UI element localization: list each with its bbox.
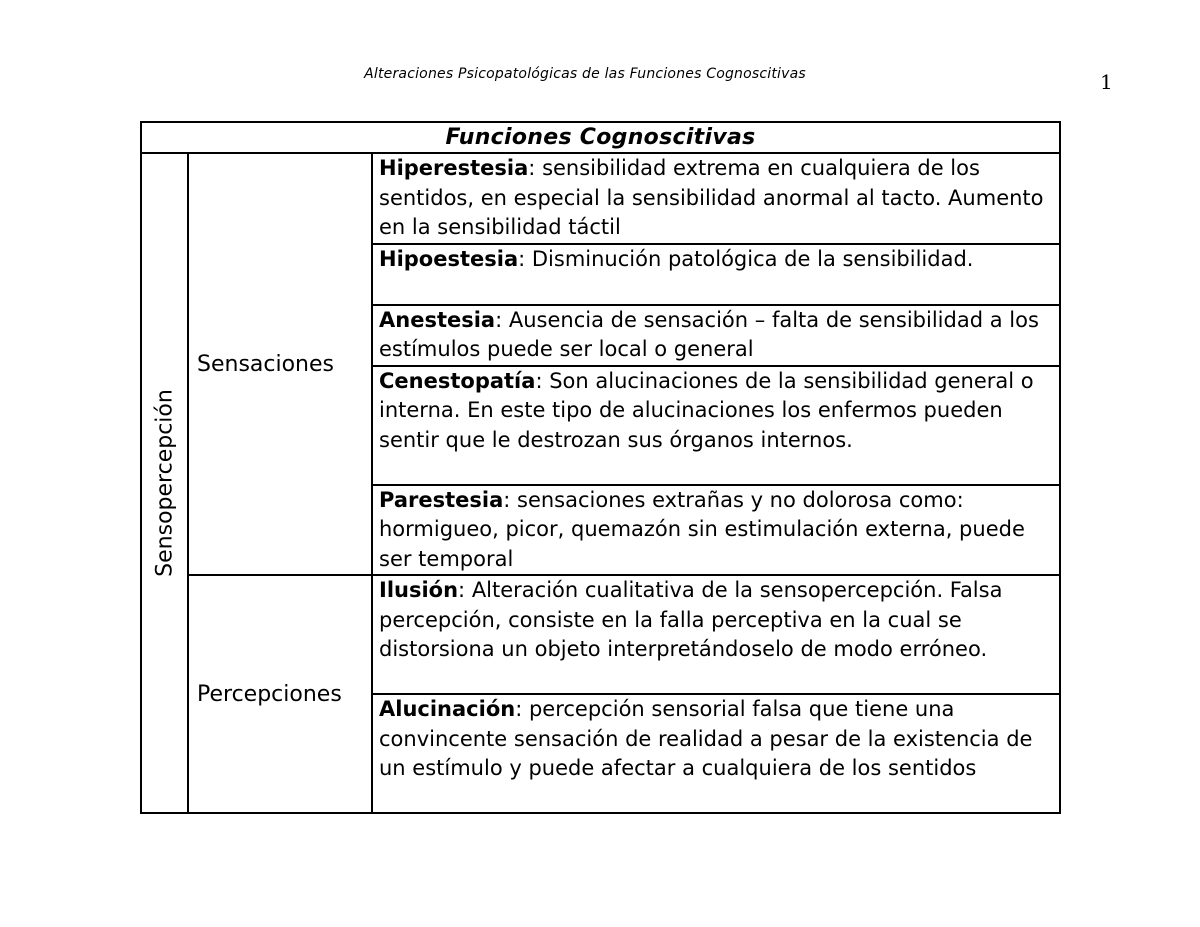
entry-definition: percepción sensorial falsa que tiene una convincente sensación de realidad a pesar de la existencia de un estímulo y puede afectar a cualquiera de los sentidos (379, 697, 1033, 780)
page-header-title: Alteraciones Psicopatológicas de las Funciones Cognoscitivas (364, 66, 806, 82)
entry-cell (372, 485, 1060, 576)
group-label-percepciones: Percepciones (188, 575, 372, 813)
entry-separator: : (503, 487, 518, 512)
entry-cell (372, 244, 1060, 305)
entry-separator: : (535, 368, 550, 393)
entry-definition: Ausencia de sensación – falta de sensibilidad a los estímulos puede ser local o general (379, 307, 1039, 361)
page-number: 1 (1100, 70, 1113, 94)
entry-definition: sensaciones extrañas y no dolorosa como: hormigueo, picor, quemazón sin estimulación externa, puede ser temporal (379, 487, 1025, 571)
table-title: Funciones Cognoscitivas (141, 122, 1060, 153)
entry-cell (372, 305, 1060, 366)
entry-definition: Alteración cualitativa de la sensopercepción. Falsa percepción, consiste en la falla perceptiva en la cual se distorsiona un objeto interpretándoselo de modo erróneo. (379, 578, 1003, 661)
entry-separator: : (458, 578, 472, 602)
table-row (141, 575, 1060, 694)
table-title-row (141, 122, 1060, 153)
entry-separator: : (495, 307, 509, 332)
entry-term: Cenestopatía (379, 368, 536, 393)
entry-term: Anestesia (379, 307, 496, 332)
entry-separator: : (528, 156, 543, 180)
category-label: Sensopercepción (152, 389, 177, 577)
entry-term: Parestesia (379, 487, 504, 512)
entry-term: Hipoestesia (379, 246, 519, 271)
entry-definition: Disminución patológica de la sensibilidad. (531, 246, 974, 271)
entry-cell (372, 366, 1060, 485)
entry-definition: sensibilidad extrema en cualquiera de los sentidos, en especial la sensibilidad anormal al tacto. Aumento en la sensibilidad táctil (379, 156, 1044, 239)
entry-separator: : (515, 697, 529, 721)
entry-cell (372, 575, 1060, 694)
functions-table (140, 121, 1061, 814)
entry-term: Hiperestesia (379, 156, 529, 180)
entry-cell (372, 694, 1060, 813)
table-row (141, 153, 1060, 244)
group-label-sensaciones: Sensaciones (188, 153, 372, 575)
entry-term: Alucinación (379, 697, 516, 721)
category-cell (141, 153, 188, 813)
entry-cell (372, 153, 1060, 244)
entry-separator: : (518, 246, 532, 271)
entry-definition: Son alucinaciones de la sensibilidad general o interna. En este tipo de alucinaciones los enfermos pueden sentir que le destrozan sus órganos internos. (379, 368, 1034, 452)
entry-term: Ilusión (379, 578, 459, 602)
